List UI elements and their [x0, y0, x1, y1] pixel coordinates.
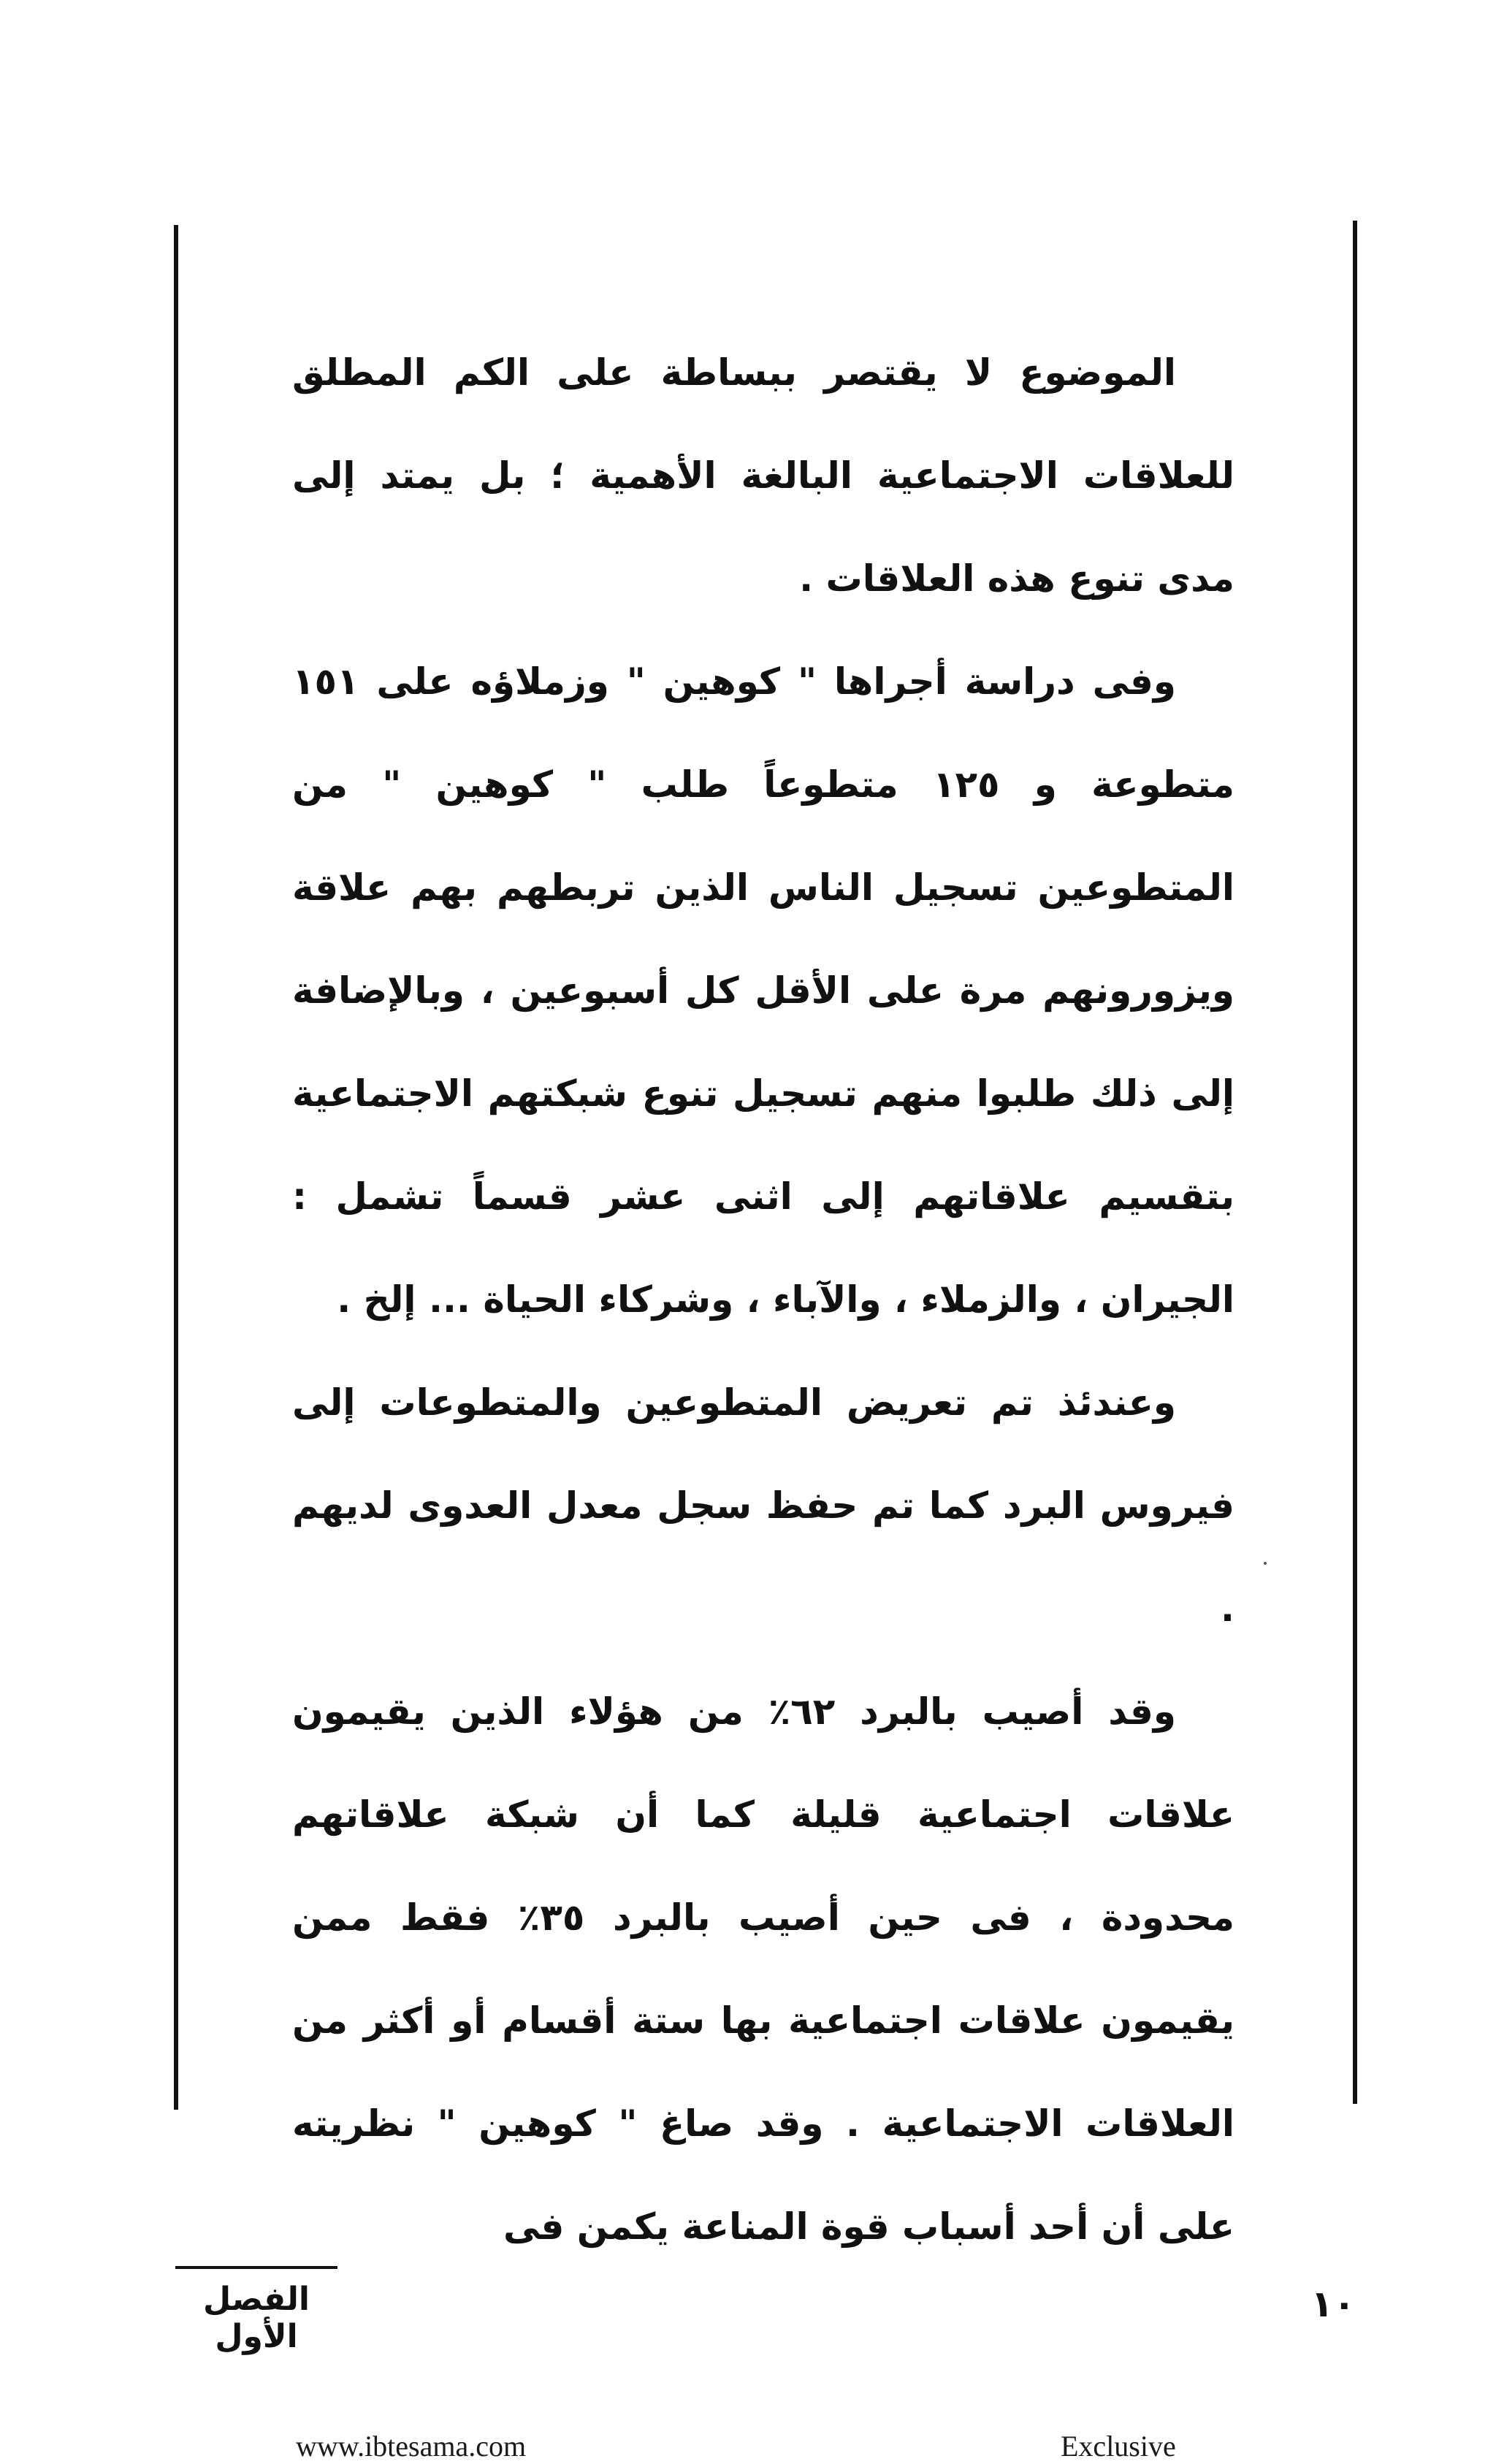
- paragraph: وفى دراسة أجراها " كوهين " وزملاؤه على ١٥١ متطوعة و ١٢٥ متطوعاً طلب " كوهين " من المتطوعين تسجيل الناس الذين تربطهم بهم علاقة ويزورونهم مرة على الأقل كل أسبوعين ، وبالإضافة إلى ذلك طلبوا منهم تسجيل تنوع شبكتهم الاجتماعية بتقسيم علاقاتهم إلى اثنى عشر قسماً تشمل : الجيران ، والزملاء ، والآباء ، وشركاء الحياة ... إلخ .: [292, 660, 1235, 1321]
- paragraph: وعندئذ تم تعريض المتطوعين والمتطوعات إلى فيروس البرد كما تم حفظ سجل معدل العدوى لديهم .: [292, 1381, 1234, 1630]
- footer-rule: [175, 2266, 337, 2269]
- exclusive-label: Exclusive: [1061, 2430, 1176, 2463]
- left-margin-rule: [174, 225, 178, 2110]
- body-text: [292, 321, 1234, 2278]
- page-number: ١٠: [1310, 2283, 1356, 2325]
- right-margin-rule: [1353, 221, 1357, 2104]
- chapter-title: الفصل الأول: [203, 2281, 310, 2355]
- paragraph: وقد أصيب بالبرد ٦٢٪ من هؤلاء الذين يقيمون علاقات اجتماعية قليلة كما أن شبكة علاقاتهم محدودة ، فى حين أصيب بالبرد ٣٥٪ فقط ممن يقيمون علاقات اجتماعية بها ستة أقسام أو أكثر من العلاقات الاجتماعية . وقد صاغ " كوهين " نظريته على أن أحد أسباب قوة المناعة يكمن فى: [292, 1690, 1234, 2248]
- footer-chapter-block: [175, 2266, 337, 2355]
- website-link[interactable]: www.ibtesama.com: [296, 2430, 527, 2463]
- scan-speck: [1264, 1562, 1267, 1565]
- paragraph: الموضوع لا يقتصر ببساطة على الكم المطلق للعلاقات الاجتماعية البالغة الأهمية ؛ بل يمتد إلى مدى تنوع هذه العلاقات .: [292, 351, 1234, 600]
